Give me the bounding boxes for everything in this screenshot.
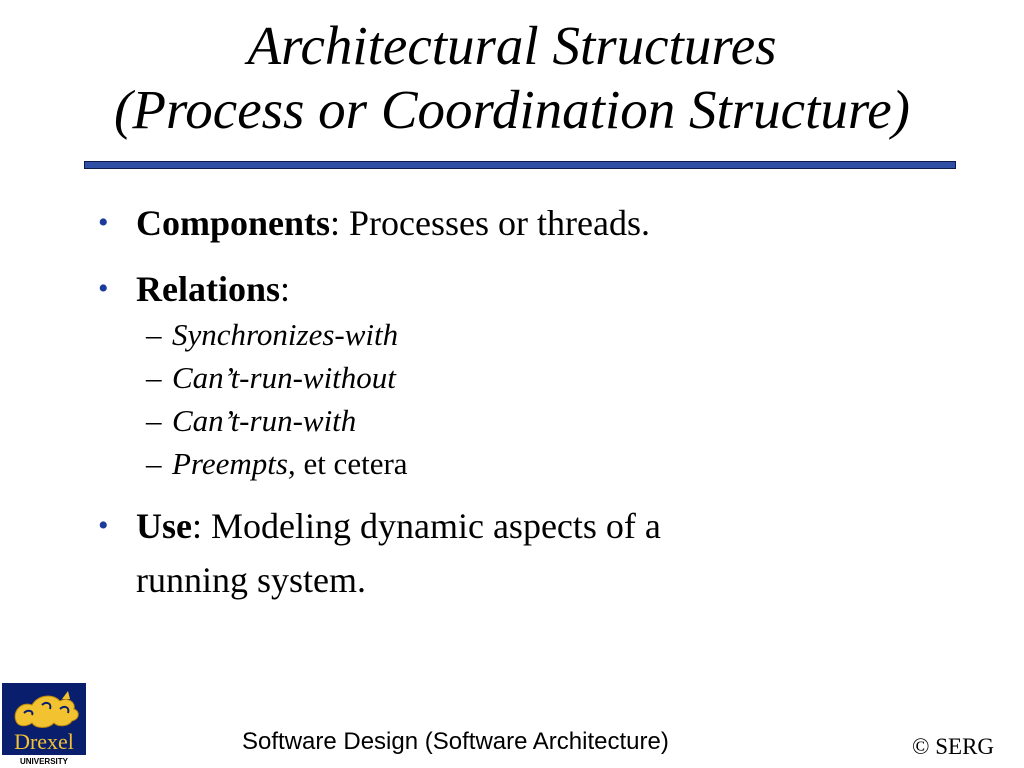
bullet-marker: • [98,206,109,239]
sub-item-marker: – [146,360,162,395]
sub-item-synchronizes-with [146,315,398,355]
drexel-logo [2,683,86,767]
bullet-marker: • [98,272,109,305]
sub-item-italic: Synchronizes-with [172,317,399,352]
sub-item-cant-run-without [146,358,396,398]
bullet-body [136,201,650,245]
bullet-body [136,504,661,548]
sub-item-marker: – [146,403,162,438]
bullet-term: Components [136,203,331,243]
slide-title-line-1: Architectural Structures [247,15,777,76]
sub-item-plain: et cetera [295,446,408,481]
sub-item-preempts [146,444,408,484]
sub-item-italic: Can’t-run-with [172,403,357,438]
sub-item-italic: Preempts, [172,446,296,481]
bullet-term: Relations [136,269,280,309]
bullet-body-line-2: running system. [136,560,366,600]
footer-course-title: Software Design (Software Architecture) [242,728,669,755]
bullet-text: : Processes or threads. [330,203,650,243]
bullet-term: Use [136,506,192,546]
bullet-text: : [280,269,291,309]
sub-item-marker: – [146,317,162,352]
bullet-marker: • [98,509,109,542]
logo-wordmark: Drexel [14,729,74,754]
footer-copyright: © SERG [912,734,995,759]
logo-subtext: UNIVERSITY [19,757,69,766]
sub-item-marker: – [146,446,162,481]
slide-title-line-2: (Process or Coordination Structure) [114,79,910,140]
sub-item-cant-run-with [146,401,356,441]
bullet-text: : Modeling dynamic aspects of a [192,506,661,546]
bullet-body [136,267,290,311]
sub-item-italic: Can’t-run-without [172,360,396,395]
dragon-icon [2,683,86,767]
